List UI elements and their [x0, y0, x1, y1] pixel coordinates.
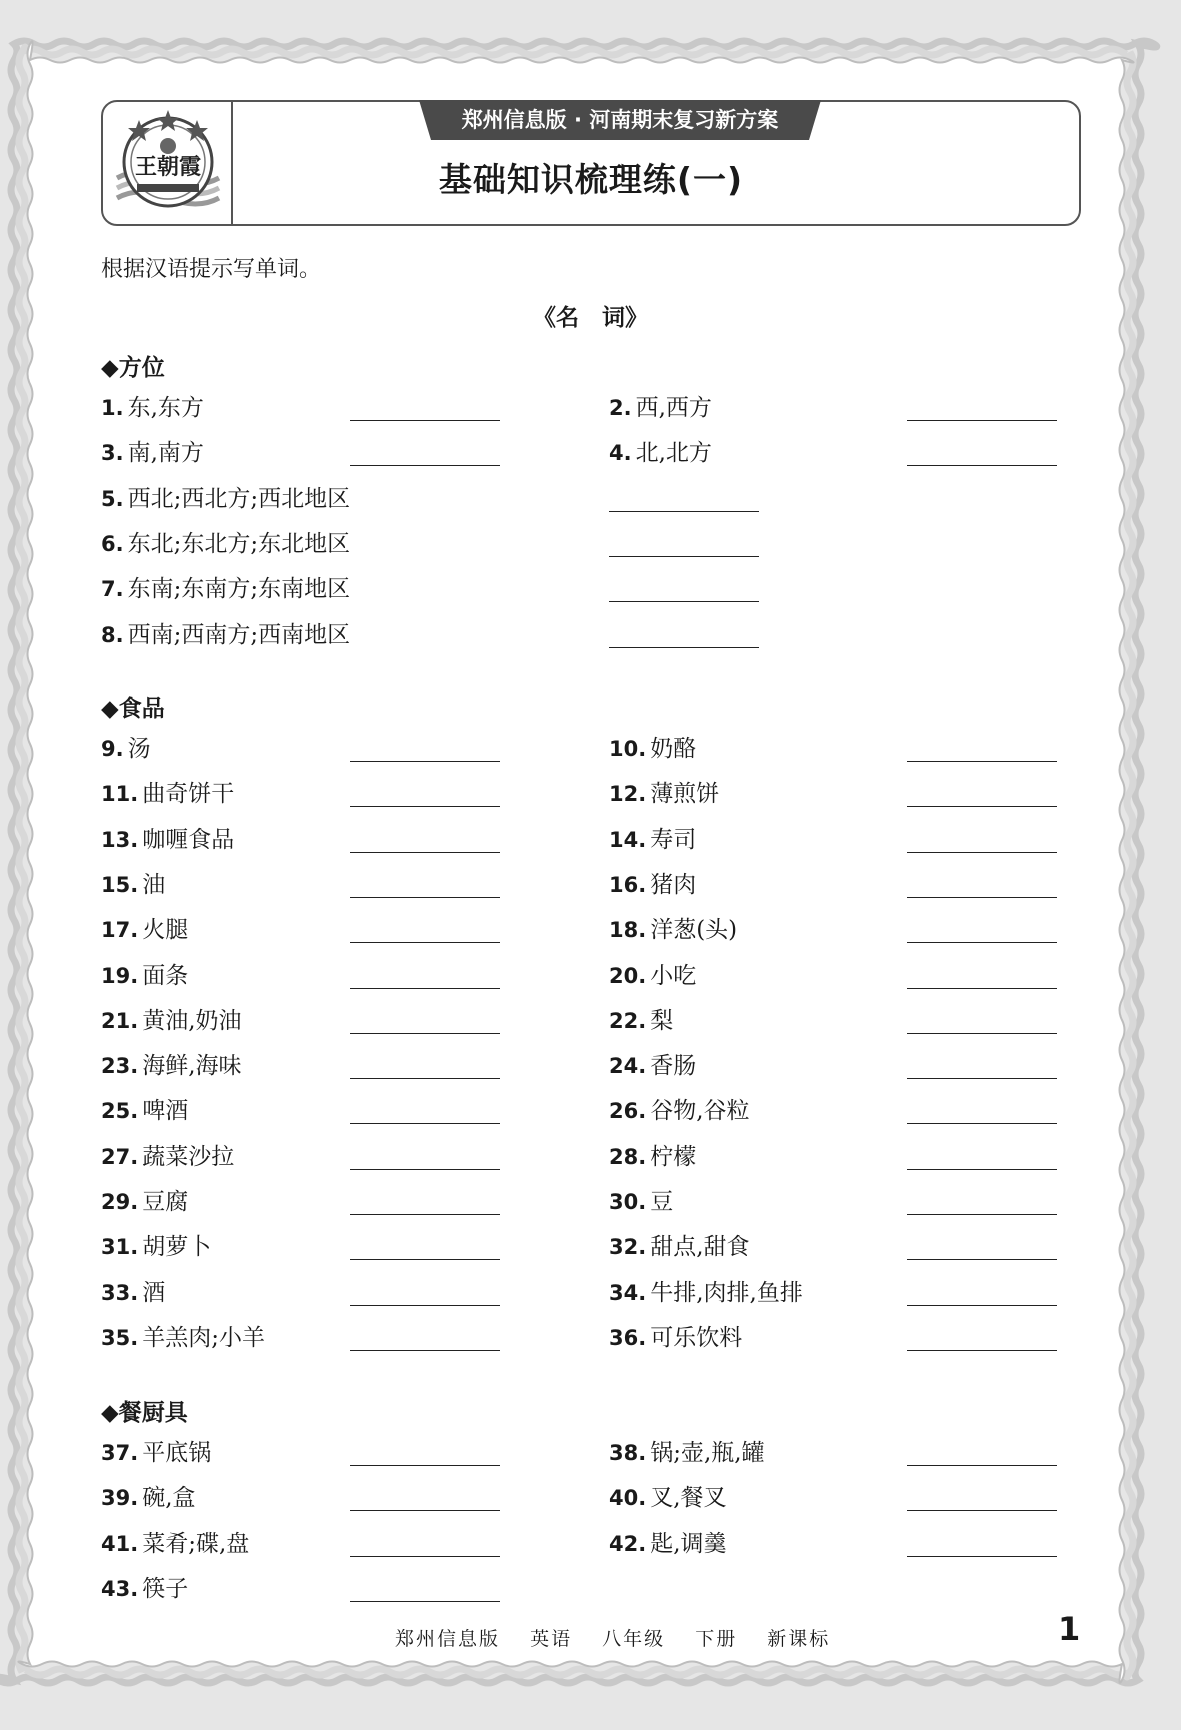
- vocab-item: [101, 1319, 265, 1352]
- answer-blank[interactable]: [350, 852, 500, 853]
- answer-blank[interactable]: [907, 1259, 1057, 1260]
- item-number: 12.: [609, 782, 647, 807]
- answer-blank[interactable]: [907, 988, 1057, 989]
- item-number: 32.: [609, 1235, 647, 1260]
- vocab-item: [101, 1002, 242, 1035]
- answer-blank[interactable]: [907, 806, 1057, 807]
- vocab-item: [609, 1228, 750, 1261]
- vocab-item: [101, 775, 234, 808]
- section-heading-food: ◆食品: [101, 696, 165, 722]
- vocab-item: [609, 1434, 765, 1467]
- item-prompt: 蔬菜沙拉: [142, 1143, 235, 1170]
- item-prompt: 奶酪: [650, 736, 697, 762]
- item-number: 5.: [101, 486, 124, 511]
- item-number: 21.: [101, 1008, 139, 1033]
- item-number: 11.: [101, 782, 139, 807]
- answer-blank[interactable]: [609, 556, 759, 557]
- answer-blank[interactable]: [609, 511, 759, 512]
- item-prompt: 油: [142, 871, 166, 898]
- item-number: 23.: [101, 1054, 139, 1079]
- answer-blank[interactable]: [907, 1078, 1057, 1079]
- footer-grade: 八年级: [602, 1628, 666, 1650]
- item-prompt: 香肠: [650, 1053, 697, 1080]
- vocab-item: [101, 525, 350, 558]
- item-number: 27.: [101, 1144, 139, 1169]
- vocab-item: [101, 957, 188, 990]
- vocab-item: [101, 1525, 249, 1558]
- item-prompt: 叉,餐叉: [650, 1485, 727, 1512]
- item-prompt: 西南;西南方;西南地区: [127, 621, 351, 648]
- item-prompt: 酒: [142, 1279, 166, 1306]
- item-prompt: 啤酒: [142, 1098, 189, 1125]
- answer-blank[interactable]: [907, 1033, 1057, 1034]
- page-title: 基础知识梳理练(一): [438, 160, 744, 199]
- series-banner: 郑州信息版 · 河南期末复习新方案: [461, 108, 779, 132]
- footer-volume: 下册: [695, 1628, 738, 1650]
- item-number: 31.: [101, 1235, 139, 1260]
- item-number: 6.: [101, 531, 124, 556]
- item-prompt: 豆: [650, 1189, 674, 1215]
- answer-blank[interactable]: [350, 1510, 500, 1511]
- vocab-item: [609, 1319, 742, 1352]
- item-prompt: 甜点,甜食: [650, 1234, 750, 1261]
- vocab-item: [609, 1525, 727, 1558]
- item-prompt: 东北;东北方;东北地区: [127, 530, 351, 557]
- item-number: 37.: [101, 1441, 139, 1465]
- item-prompt: 东南;东南方;东南地区: [127, 576, 351, 603]
- vocab-item: [101, 434, 204, 467]
- item-prompt: 锅;壶,瓶,罐: [650, 1440, 765, 1466]
- answer-blank[interactable]: [907, 761, 1057, 762]
- item-prompt: 咖喱食品: [142, 826, 235, 853]
- item-prompt: 羊羔肉;小羊: [142, 1324, 265, 1351]
- answer-blank[interactable]: [350, 897, 500, 898]
- answer-blank[interactable]: [350, 1601, 500, 1602]
- item-prompt: 菜肴;碟,盘: [142, 1530, 250, 1557]
- vocab-item: [609, 1479, 727, 1512]
- item-number: 29.: [101, 1190, 139, 1214]
- answer-blank[interactable]: [350, 806, 500, 807]
- item-prompt: 南,南方: [127, 440, 204, 467]
- answer-blank[interactable]: [907, 465, 1057, 466]
- answer-blank[interactable]: [350, 1350, 500, 1351]
- item-prompt: 筷子: [142, 1575, 189, 1602]
- vocab-item: [609, 1002, 673, 1035]
- item-number: 7.: [101, 577, 124, 602]
- item-number: 8.: [101, 622, 124, 647]
- answer-blank[interactable]: [609, 647, 759, 648]
- answer-blank[interactable]: [350, 1123, 500, 1124]
- vocab-item: [101, 1183, 188, 1216]
- vocab-item: [609, 1183, 673, 1216]
- answer-blank[interactable]: [350, 1214, 500, 1215]
- vocab-item: [101, 1479, 196, 1512]
- vocab-item: [609, 1092, 750, 1125]
- vocab-item: [609, 866, 696, 899]
- vocab-item: [101, 1434, 211, 1467]
- item-number: 2.: [609, 396, 632, 420]
- answer-blank[interactable]: [907, 1214, 1057, 1215]
- item-prompt: 东,东方: [127, 395, 204, 421]
- item-number: 3.: [101, 441, 124, 466]
- item-prompt: 猪肉: [650, 871, 697, 898]
- item-prompt: 小吃: [650, 962, 697, 989]
- item-prompt: 牛排,肉排,鱼排: [650, 1279, 803, 1306]
- footer-subject: 英语: [530, 1628, 573, 1650]
- answer-blank[interactable]: [907, 1510, 1057, 1511]
- item-number: 33.: [101, 1280, 139, 1305]
- vocab-item: [101, 1138, 234, 1171]
- header-box: [101, 100, 1081, 226]
- vocab-item: [101, 1274, 165, 1307]
- vocab-item: [101, 1570, 188, 1603]
- item-prompt: 薄煎饼: [650, 781, 720, 808]
- answer-blank[interactable]: [350, 761, 500, 762]
- answer-blank[interactable]: [907, 1169, 1057, 1170]
- item-number: 25.: [101, 1099, 139, 1124]
- vocab-item: [101, 570, 350, 603]
- item-prompt: 寿司: [650, 826, 697, 853]
- vocab-item: [101, 1047, 242, 1080]
- vocab-item: [609, 730, 696, 763]
- vocab-item: [101, 730, 151, 763]
- item-prompt: 谷物,谷粒: [650, 1098, 750, 1125]
- vocab-item: [609, 1138, 696, 1171]
- answer-blank[interactable]: [907, 1465, 1057, 1466]
- answer-blank[interactable]: [350, 1305, 500, 1306]
- item-prompt: 北,北方: [635, 440, 712, 467]
- vocab-item: [101, 389, 204, 422]
- answer-blank[interactable]: [350, 1259, 500, 1260]
- answer-blank[interactable]: [350, 988, 500, 989]
- item-number: 9.: [101, 737, 124, 761]
- vocab-item: [609, 389, 712, 422]
- item-prompt: 黄油,奶油: [142, 1007, 242, 1034]
- vocab-item: [101, 480, 350, 513]
- instruction-text: 根据汉语提示写单词。: [101, 257, 322, 282]
- answer-blank[interactable]: [350, 1033, 500, 1034]
- vocab-item: [609, 434, 712, 467]
- item-prompt: 火腿: [142, 917, 189, 944]
- item-number: 34.: [609, 1280, 647, 1305]
- vocab-item: [101, 866, 165, 899]
- item-prompt: 匙,调羹: [650, 1530, 727, 1557]
- answer-blank[interactable]: [350, 1078, 500, 1079]
- item-number: 16.: [609, 872, 647, 897]
- answer-blank[interactable]: [907, 1305, 1057, 1306]
- item-number: 17.: [101, 918, 139, 943]
- item-number: 42.: [609, 1531, 647, 1556]
- answer-blank[interactable]: [350, 1556, 500, 1557]
- item-prompt: 可乐饮料: [650, 1324, 743, 1351]
- vocab-item: [101, 821, 234, 854]
- answer-blank[interactable]: [907, 1123, 1057, 1124]
- item-number: 4.: [609, 441, 632, 466]
- answer-blank[interactable]: [350, 1169, 500, 1170]
- item-number: 35.: [101, 1325, 139, 1350]
- vocab-item: [609, 1047, 696, 1080]
- item-number: 18.: [609, 918, 647, 943]
- item-number: 1.: [101, 396, 124, 420]
- footer-curriculum: 新课标: [767, 1628, 831, 1650]
- item-prompt: 面条: [142, 962, 189, 989]
- item-prompt: 西,西方: [635, 395, 712, 421]
- answer-blank[interactable]: [350, 420, 500, 421]
- logo-text: 王朝霞: [134, 154, 202, 180]
- answer-blank[interactable]: [907, 942, 1057, 943]
- item-prompt: 平底锅: [142, 1440, 212, 1466]
- vocab-item: [101, 1228, 211, 1261]
- item-number: 22.: [609, 1008, 647, 1033]
- item-number: 43.: [101, 1576, 139, 1601]
- answer-blank[interactable]: [907, 420, 1057, 421]
- answer-blank[interactable]: [907, 1556, 1057, 1557]
- vocab-item: [609, 775, 719, 808]
- item-number: 19.: [101, 963, 139, 988]
- item-number: 26.: [609, 1099, 647, 1124]
- item-prompt: 海鲜,海味: [142, 1053, 242, 1080]
- page-footer: [395, 1624, 852, 1651]
- section-heading-direction: ◆方位: [101, 355, 165, 381]
- page-number: 1: [1058, 1610, 1081, 1648]
- item-number: 10.: [609, 737, 647, 761]
- item-prompt: 汤: [127, 736, 151, 762]
- vocab-item: [609, 911, 737, 944]
- section-heading-tableware: ◆餐厨具: [101, 1400, 188, 1426]
- item-number: 30.: [609, 1190, 647, 1214]
- item-prompt: 豆腐: [142, 1189, 189, 1215]
- answer-blank[interactable]: [907, 1350, 1057, 1351]
- item-number: 24.: [609, 1054, 647, 1079]
- answer-blank[interactable]: [907, 897, 1057, 898]
- item-number: 39.: [101, 1486, 139, 1511]
- answer-blank[interactable]: [350, 942, 500, 943]
- item-prompt: 胡萝卜: [142, 1234, 212, 1261]
- item-prompt: 西北;西北方;西北地区: [127, 485, 351, 512]
- vocab-item: [609, 957, 696, 990]
- answer-blank[interactable]: [609, 601, 759, 602]
- item-prompt: 碗,盒: [142, 1485, 196, 1512]
- vocab-item: [101, 911, 188, 944]
- vocab-item: [609, 1274, 803, 1307]
- item-number: 20.: [609, 963, 647, 988]
- item-number: 41.: [101, 1531, 139, 1556]
- vocab-item: [609, 821, 696, 854]
- item-number: 38.: [609, 1441, 647, 1465]
- answer-blank[interactable]: [350, 1465, 500, 1466]
- item-prompt: 洋葱(头): [650, 917, 738, 944]
- item-number: 13.: [101, 827, 139, 852]
- item-number: 15.: [101, 872, 139, 897]
- footer-edition: 郑州信息版: [395, 1628, 501, 1650]
- item-prompt: 梨: [650, 1007, 674, 1034]
- item-prompt: 曲奇饼干: [142, 781, 235, 808]
- answer-blank[interactable]: [907, 852, 1057, 853]
- vocab-item: [101, 616, 350, 649]
- item-number: 14.: [609, 827, 647, 852]
- part-heading: 《名 词》: [533, 305, 648, 331]
- vocab-item: [101, 1092, 188, 1125]
- item-number: 36.: [609, 1325, 647, 1350]
- item-number: 40.: [609, 1486, 647, 1511]
- item-number: 28.: [609, 1144, 647, 1169]
- answer-blank[interactable]: [350, 465, 500, 466]
- item-prompt: 柠檬: [650, 1143, 697, 1170]
